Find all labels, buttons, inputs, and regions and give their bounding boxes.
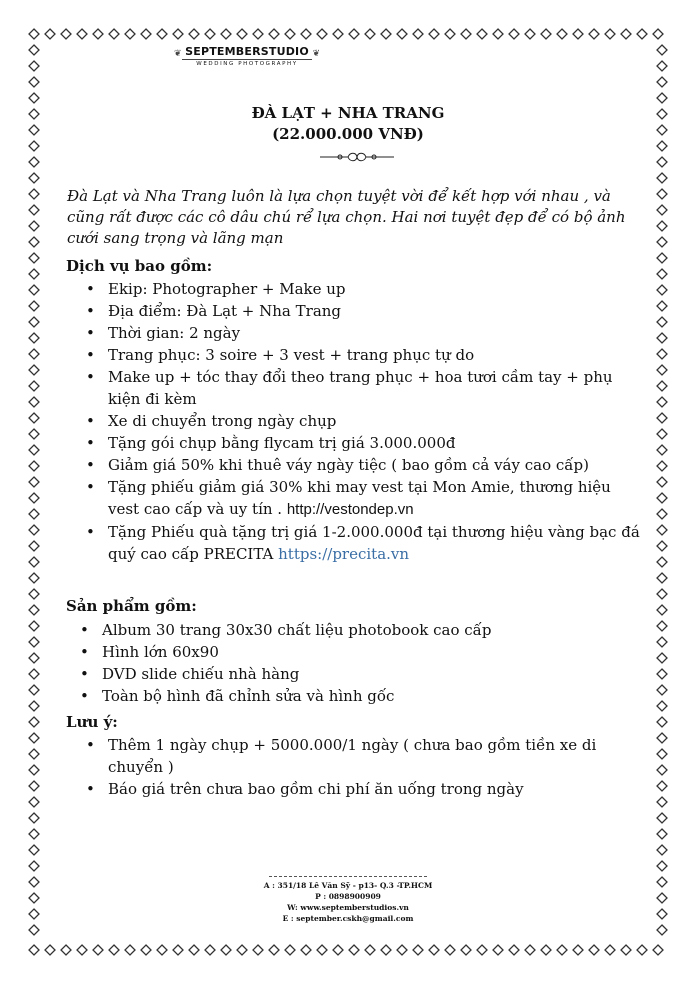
services-list xyxy=(66,278,646,565)
logo-tagline: WEDDING PHOTOGRAPHY xyxy=(182,59,312,67)
footer-phone: P : 0898900909 xyxy=(315,892,381,901)
logo-ornament-right-icon: ❦ xyxy=(312,49,320,59)
studio-logo xyxy=(174,45,320,67)
list-item: • Hình lớn 60x90 xyxy=(60,641,640,663)
contact-footer xyxy=(0,876,696,924)
list-item: • Địa điểm: Đà Lạt + Nha Trang xyxy=(66,300,646,322)
price-title: (22.000.000 VNĐ) xyxy=(272,125,424,143)
footer-divider xyxy=(269,876,427,877)
list-item: • Báo giá trên chưa bao gồm chi phí ăn uống trong ngày xyxy=(66,778,642,800)
services-heading: Dịch vụ bao gồm: xyxy=(66,257,213,275)
logo-ornament-left-icon: ❦ xyxy=(174,49,182,59)
list-item: • Tặng phiếu giảm giá 30% khi may vest tại Mon Amie, thương hiệu vest cao cấp và uy tín . http://vestondep.vn xyxy=(66,476,646,521)
products-list xyxy=(60,619,640,707)
list-item: • Xe di chuyển trong ngày chụp xyxy=(66,410,646,432)
logo-brand: SEPTEMBERSTUDIO xyxy=(185,45,309,58)
list-item: • Tặng Phiếu quà tặng trị giá 1-2.000.000đ tại thương hiệu vàng bạc đá quý cao cấp PRECITA https://precita.vn xyxy=(66,521,646,565)
list-item: • Ekip: Photographer + Make up xyxy=(66,278,646,300)
page-title: ĐÀ LẠT + NHA TRANG xyxy=(251,104,445,122)
list-item: • Album 30 trang 30x30 chất liệu photobook cao cấp xyxy=(60,619,640,641)
notes-heading: Lưu ý: xyxy=(66,713,118,731)
ornament-divider-icon xyxy=(318,150,396,164)
list-item: • Trang phục: 3 soire + 3 vest + trang phục tự do xyxy=(66,344,646,366)
footer-email[interactable]: E : september.cskh@gmail.com xyxy=(282,914,414,923)
intro-paragraph: Đà Lạt và Nha Trang luôn là lựa chọn tuyệt vời để kết hợp với nhau , và cũng rất được các cô dâu chú rể lựa chọn. Hai nơi tuyệt đẹp để có bộ ảnh cưới sang trọng và lãng mạn xyxy=(67,187,626,247)
list-item: • Giảm giá 50% khi thuê váy ngày tiệc ( bao gồm cả váy cao cấp) xyxy=(66,454,646,476)
notes-list xyxy=(66,734,642,800)
precita-link[interactable]: https://precita.vn xyxy=(278,545,410,563)
list-item: • Tặng gói chụp bằng flycam trị giá 3.000.000đ xyxy=(66,432,646,454)
list-item: • DVD slide chiếu nhà hàng xyxy=(60,663,640,685)
list-item: • Thời gian: 2 ngày xyxy=(66,322,646,344)
list-item: • Thêm 1 ngày chụp + 5000.000/1 ngày ( chưa bao gồm tiền xe di chuyển ) xyxy=(66,734,642,778)
list-item: • Toàn bộ hình đã chỉnh sửa và hình gốc xyxy=(60,685,640,707)
footer-web[interactable]: W: www.septemberstudios.vn xyxy=(287,903,409,912)
list-item: • Make up + tóc thay đổi theo trang phục + hoa tươi cầm tay + phụ kiện đi kèm xyxy=(66,366,646,410)
footer-address: A : 351/18 Lê Văn Sỹ - p13- Q.3 -TP.HCM xyxy=(263,881,433,890)
products-heading: Sản phẩm gồm: xyxy=(66,597,197,615)
vestondep-link[interactable]: http://vestondep.vn xyxy=(286,501,414,518)
